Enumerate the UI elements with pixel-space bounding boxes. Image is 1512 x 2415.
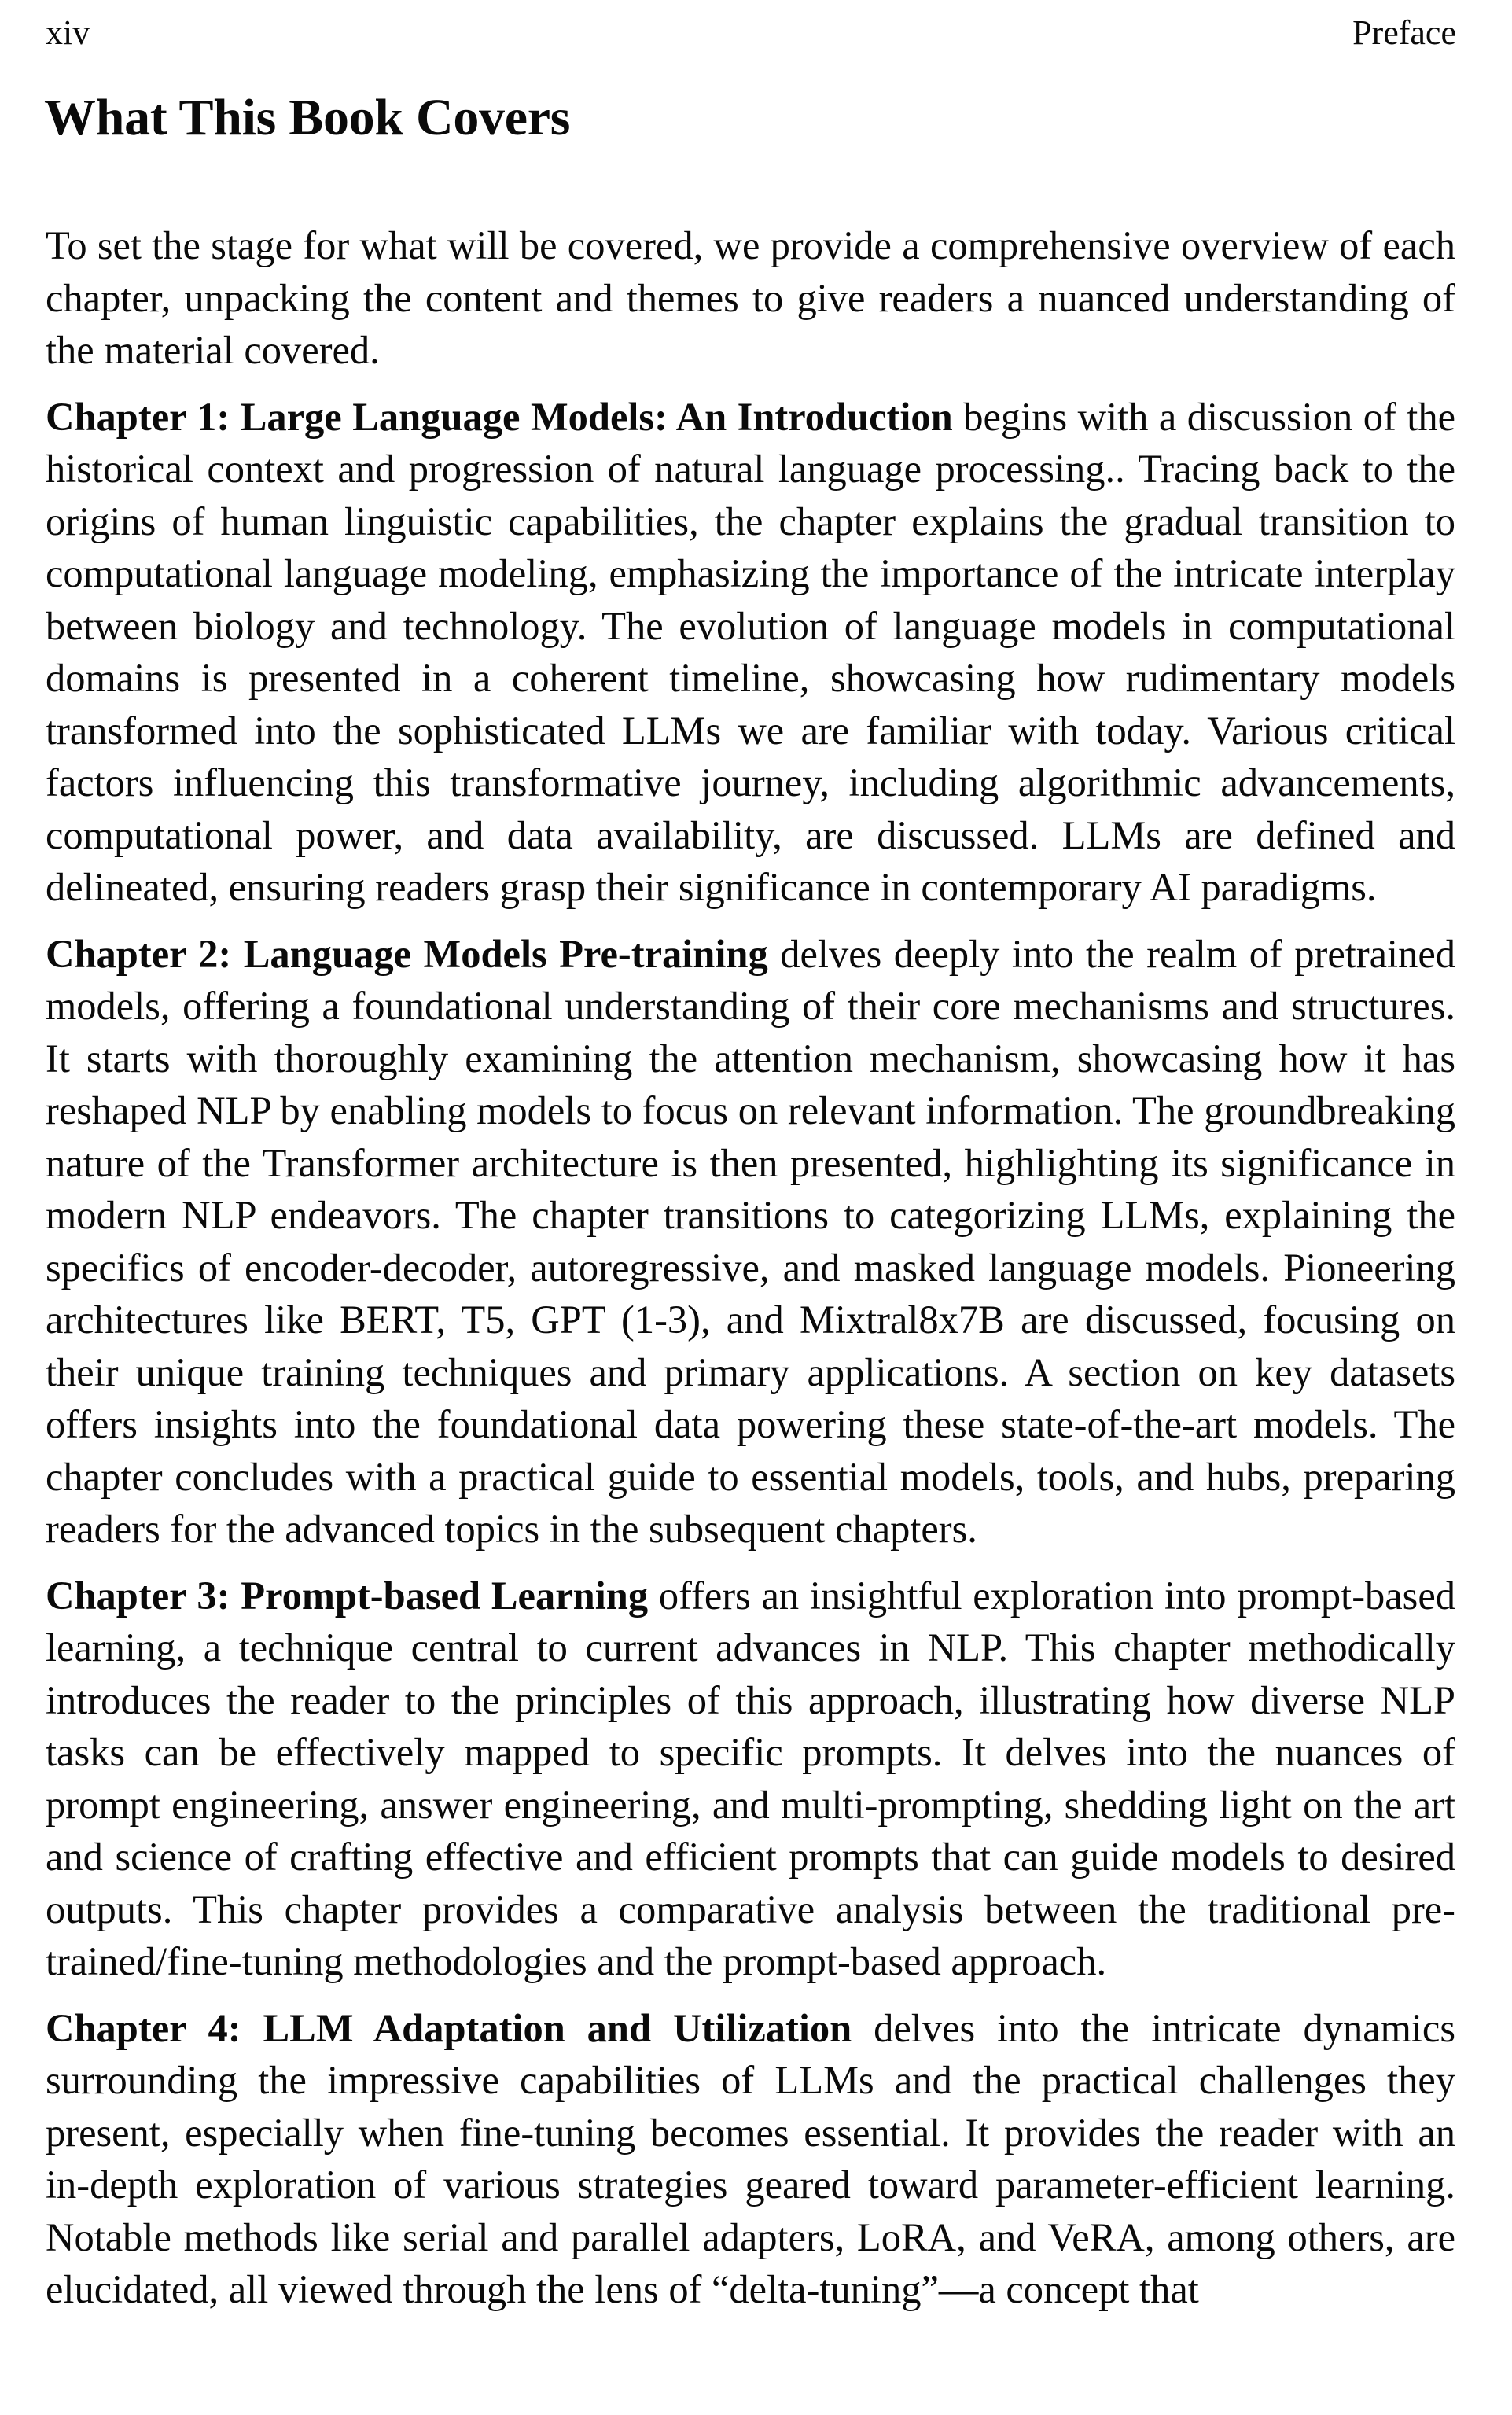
chapter-4-paragraph [46, 2002, 1455, 2316]
chapter-1-title: Chapter 1: Large Language Models: An Introduction [46, 394, 953, 439]
running-head [46, 11, 1455, 55]
chapter-3-title: Chapter 3: Prompt-based Learning [46, 1573, 649, 1618]
chapter-1-paragraph [46, 391, 1455, 914]
chapter-2-description: delves deeply into the realm of pretrained models, offering a foundational understanding of their core mechanisms and structures. It starts with thoroughly examining the attention mechanism, showcasing how it has reshaped NLP by enabling models to focus on relevant information. The groundbreaking nature of the Transformer architecture is then presented, highlighting its significance in modern NLP endeavors. The chapter transitions to categorizing LLMs, explaining the specifics of encoder-decoder, autoregressive, and masked language models. Pioneering architectures like BERT, T5, GPT (1-3), and Mixtral8x7B are discussed, focusing on their unique training techniques and primary applications. A section on key datasets offers insights into the foundational data powering these state-of-the-art models. The chapter concludes with a practical guide to essential models, tools, and hubs, preparing readers for the advanced topics in the subsequent chapters. [46, 931, 1455, 1551]
body-text [46, 219, 1455, 2330]
chapter-2-title: Chapter 2: Language Models Pre-training [46, 931, 768, 976]
intro-paragraph: To set the stage for what will be covered, we provide a comprehensive overview of each chapter, unpacking the content and themes to give readers a nuanced understanding of the material covered. [46, 223, 1455, 372]
page-number: xiv [46, 13, 90, 52]
chapter-3-description: offers an insightful exploration into prompt-based learning, a technique central to current advances in NLP. This chapter methodically introduces the reader to the principles of this approach, illustrating how diverse NLP tasks can be effectively mapped to specific prompts. It delves into the nuances of prompt engineering, answer engineering, and multi-prompting, shedding light on the art and science of crafting effective and efficient prompts that can guide models to desired outputs. This chapter provides a comparative analysis between the traditional pre-trained/fine-tuning methodologies and the prompt-based approach. [46, 1573, 1455, 1983]
chapter-4-description: delves into the intricate dynamics surrounding the impressive capabilities of LLMs and the practical challenges they present, especially when fine-tuning becomes essential. It provides the reader with an in-depth exploration of various strategies geared toward parameter-efficient learning. Notable methods like serial and parallel adapters, LoRA, and VeRA, among others, are elucidated, all viewed through the lens of “delta-tuning”—a concept that [46, 2005, 1455, 2311]
running-head-section: Preface [1352, 13, 1456, 52]
section-heading: What This Book Covers [44, 89, 571, 146]
chapter-4-title: Chapter 4: LLM Adaptation and Utilization [46, 2005, 852, 2050]
chapter-3-paragraph [46, 1570, 1455, 1988]
chapter-2-paragraph [46, 928, 1455, 1555]
chapter-1-description: begins with a discussion of the historical context and progression of natural language processing.. Tracing back to the origins of human linguistic capabilities, the chapter explains the gradual transition to computational language modeling, emphasizing the importance of the intricate interplay between biology and technology. The evolution of language models in computational domains is presented in a coherent timeline, showcasing how rudimentary models transformed into the sophisticated LLMs we are familiar with today. Various critical factors influencing this transformative journey, including algorithmic advancements, computational power, and data availability, are discussed. LLMs are defined and delineated, ensuring readers grasp their significance in contemporary AI paradigms. [46, 394, 1455, 909]
